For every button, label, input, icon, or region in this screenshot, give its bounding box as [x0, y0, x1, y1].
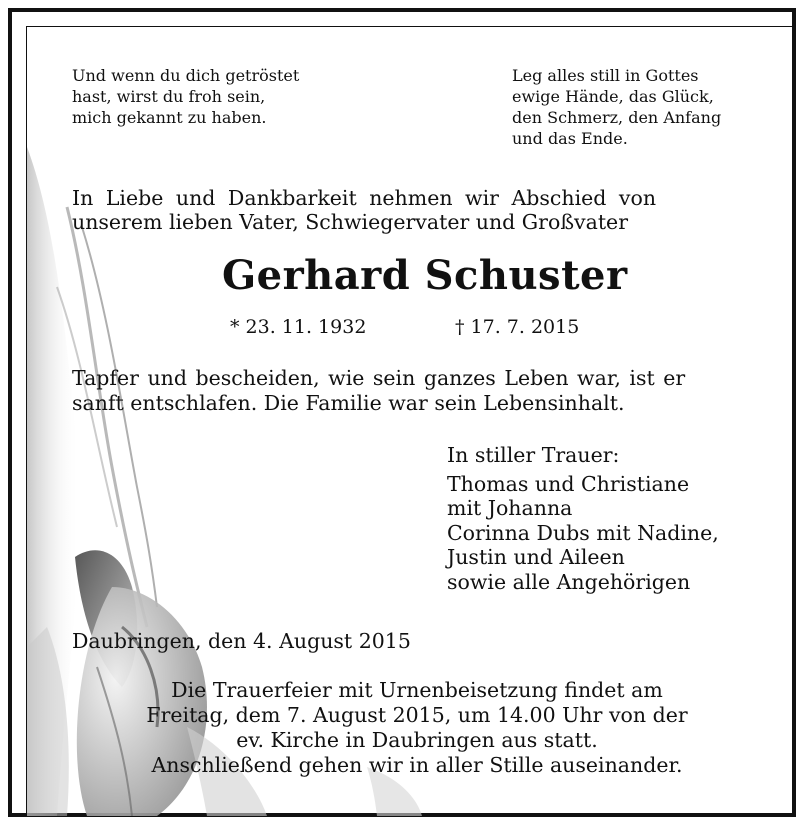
death-date: † 17. 7. 2015	[455, 316, 580, 338]
funeral-info	[107, 678, 727, 778]
mourner-line: Justin und Aileen	[447, 545, 625, 569]
place-date: Daubringen, den 4. August 2015	[72, 629, 411, 653]
tribute-line: Tapfer und bescheiden, wie sein ganzes Leben war, ist er	[72, 366, 686, 390]
quote-left-line: mich gekannt zu haben.	[72, 108, 267, 127]
quote-right-line: Leg alles still in Gottes	[512, 66, 699, 85]
funeral-line: Freitag, dem 7. August 2015, um 14.00 Uhr von der	[146, 703, 688, 727]
quote-right-line: den Schmerz, den Anfang	[512, 108, 722, 127]
birth-date: * 23. 11. 1932	[230, 316, 367, 338]
mourners-heading: In stiller Trauer:	[447, 443, 620, 467]
mourner-line: Corinna Dubs mit Nadine,	[447, 520, 719, 545]
mourner-line: sowie alle Angehörigen	[447, 569, 691, 594]
mourner-line: mit Johanna	[447, 496, 573, 520]
intro-text	[72, 186, 656, 234]
quote-right-line: ewige Hände, das Glück,	[512, 87, 714, 106]
quote-left-line: Und wenn du dich getröstet	[72, 66, 300, 85]
notice-frame	[8, 8, 796, 817]
tribute-text	[72, 366, 685, 416]
mourner-line: Thomas und Christiane	[447, 471, 690, 496]
notice-inner-border	[26, 26, 796, 817]
quote-left	[72, 65, 299, 128]
tribute-line: sanft entschlafen. Die Familie war sein Lebensinhalt.	[72, 391, 625, 415]
intro-line: unserem lieben Vater, Schwiegervater und Großvater	[72, 210, 628, 234]
quote-right	[512, 65, 721, 149]
deceased-name: Gerhard Schuster	[222, 252, 628, 299]
quote-right-line: und das Ende.	[512, 129, 628, 148]
mourners-block	[447, 443, 719, 594]
intro-line: In Liebe und Dankbarkeit nehmen wir Abschied von	[72, 186, 657, 210]
funeral-line: Die Trauerfeier mit Urnenbeisetzung findet am	[171, 678, 663, 702]
funeral-line: Anschließend gehen wir in aller Stille auseinander.	[151, 753, 683, 777]
funeral-line: ev. Kirche in Daubringen aus statt.	[236, 728, 598, 752]
quote-left-line: hast, wirst du froh sein,	[72, 87, 266, 106]
